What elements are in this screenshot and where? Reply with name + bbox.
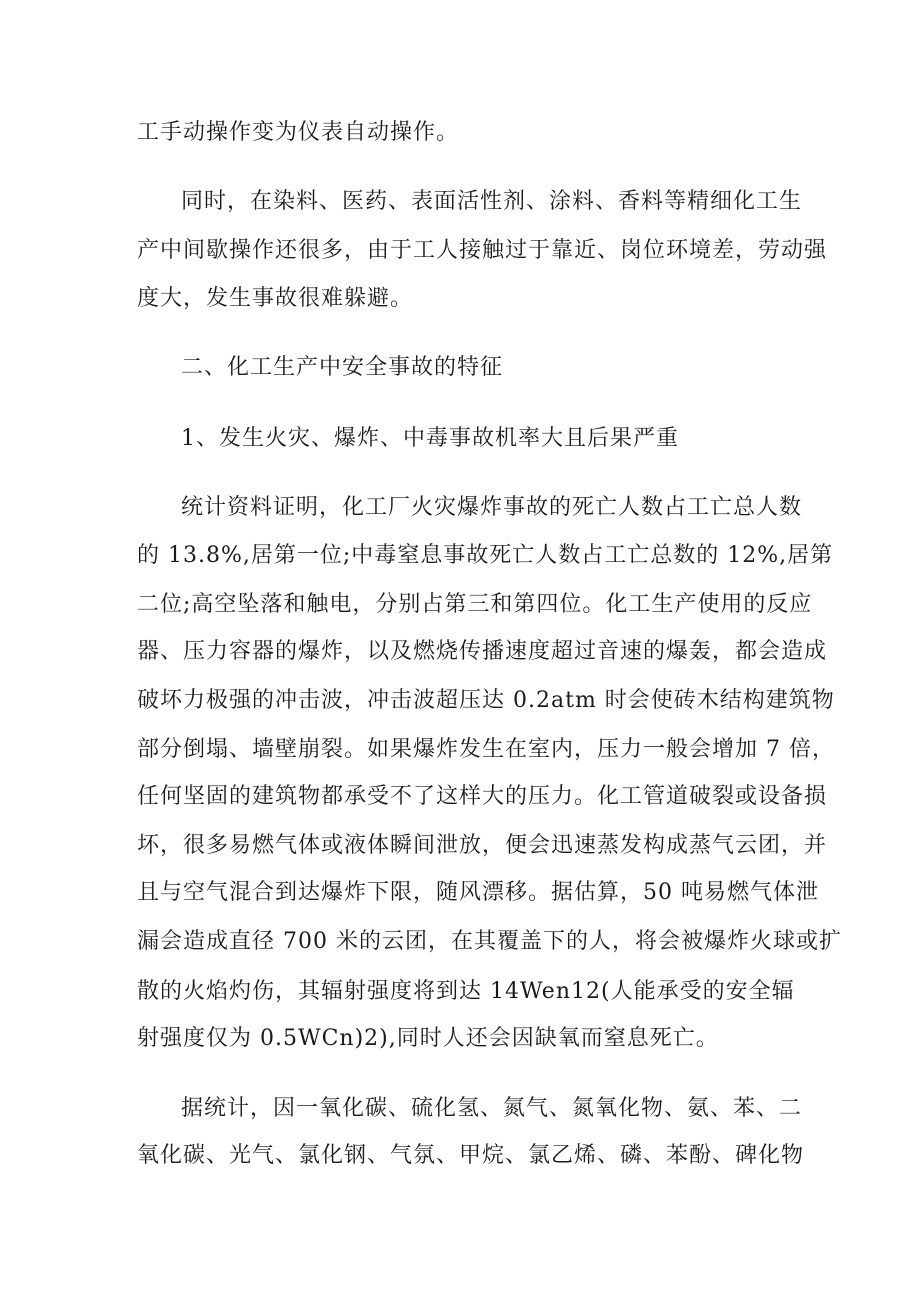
text-line: 器、压力容器的爆炸，以及燃烧传播速度超过音速的爆轰，都会造成 [137,639,828,664]
text-line: 任何坚固的建筑物都承受不了这样大的压力。化工管道破裂或设备损 [137,784,828,809]
text-line: 坏，很多易燃气体或液体瞬间泄放，便会迅速蒸发构成蒸气云团，并 [137,833,828,858]
text-line: 部分倒塌、墙壁崩裂。如果爆炸发生在室内，压力一般会增加 7 倍， [137,737,835,762]
text-line: 产中间歇操作还很多，由于工人接触过于靠近、岗位环境差，劳动强 [137,238,828,263]
paragraph-first-line: 同时，在染料、医药、表面活性剂、涂料、香料等精细化工生 [181,189,803,214]
paragraph-first-line: 据统计，因一氧化碳、硫化氢、氮气、氮氧化物、氨、苯、二 [181,1096,803,1121]
text-line: 散的火焰灼伤，其辐射强度将到达 14Wen12(人能承受的安全辐 [137,979,795,1004]
text-line: 的 13.8%,居第一位;中毒窒息事故死亡人数占工亡总数的 12%,居第 [137,543,834,568]
text-line: 射强度仅为 0.5WCn)2),同时人还会因缺氧而窒息死亡。 [137,1026,719,1051]
text-line: 度大，发生事故很难躲避。 [137,286,414,311]
text-line: 漏会造成直径 700 米的云团，在其覆盖下的人，将会被爆炸火球或扩 [137,929,842,954]
paragraph-first-line: 统计资料证明，化工厂火灾爆炸事故的死亡人数占工亡总人数 [181,495,803,520]
section-heading: 二、化工生产中安全事故的特征 [181,355,504,380]
text-line: 破坏力极强的冲击波，冲击波超压达 0.2atm 时会使砖木结构建筑物 [137,688,835,713]
text-line: 氧化碳、光气、氯化钢、气氛、甲烷、氯乙烯、磷、苯酚、碑化物 [137,1143,805,1168]
text-line: 二位;高空坠落和触电，分别占第三和第四位。化工生产使用的反应 [137,592,813,617]
subsection-heading: 1、发生火灾、爆炸、中毒事故机率大且后果严重 [181,426,679,451]
text-line: 工手动操作变为仪表自动操作。 [137,120,460,145]
text-line: 且与空气混合到达爆炸下限，随风漂移。据估算，50 吨易燃气体泄 [137,880,819,905]
